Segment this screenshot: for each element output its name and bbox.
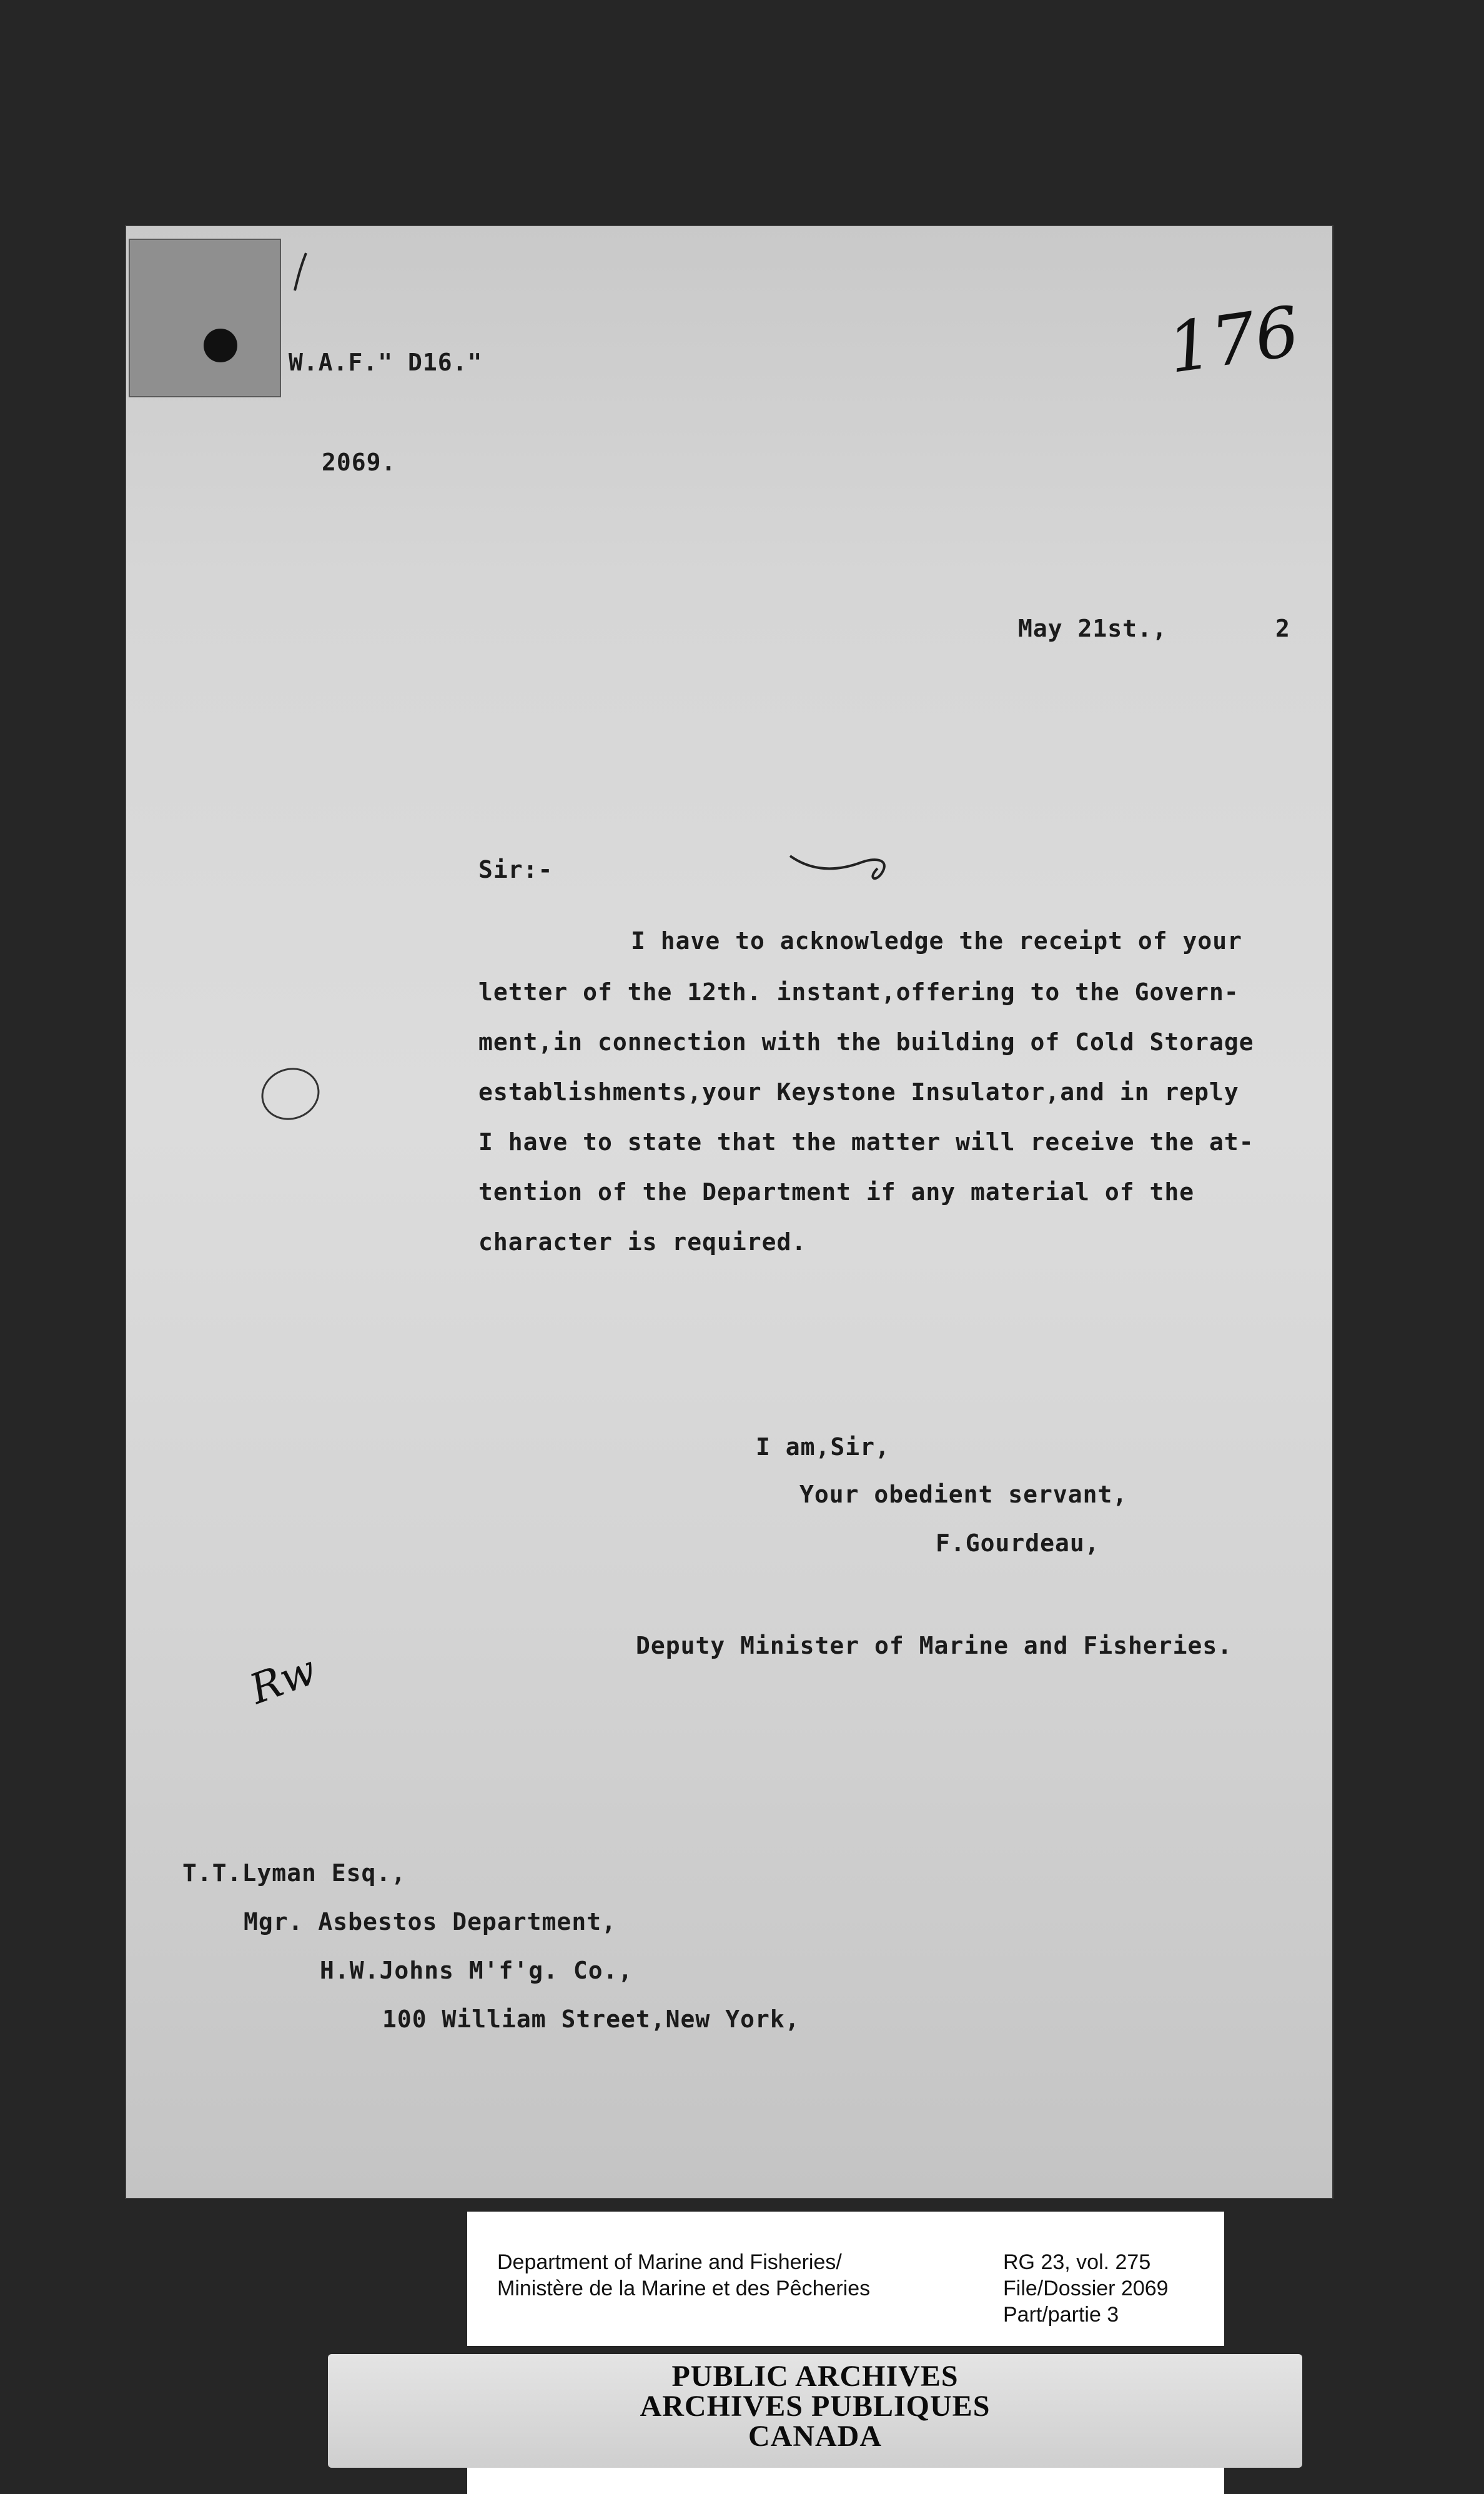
- handwritten-folio-number: 176: [1163, 291, 1304, 389]
- signature-name: F.Gourdeau,: [936, 1529, 1100, 1557]
- body-line-5: I have to state that the matter will receive the at-: [478, 1128, 1254, 1156]
- signatory-title: Deputy Minister of Marine and Fisheries.: [636, 1632, 1233, 1659]
- label-department-en: Department of Marine and Fisheries/: [497, 2250, 842, 2274]
- banner-line-1: PUBLIC ARCHIVES: [671, 2360, 959, 2393]
- reference-code: W.A.F." D16.": [289, 349, 483, 376]
- page-marker: 2: [1275, 615, 1290, 642]
- addressee-line-2: Mgr. Asbestos Department,: [244, 1908, 616, 1935]
- letter-page: [125, 225, 1333, 2199]
- archive-label: [467, 2212, 1224, 2346]
- pencil-tick-mark: [287, 250, 312, 294]
- corner-tab: [129, 239, 281, 397]
- punch-hole: [204, 329, 237, 362]
- handwritten-initials: Rw: [244, 1646, 323, 1714]
- body-line-1: I have to acknowledge the receipt of your: [631, 927, 1242, 955]
- addressee-line-3: H.W.Johns M'f'g. Co.,: [320, 1957, 633, 1984]
- body-line-4: establishments,your Keystone Insulator,and in reply: [478, 1078, 1239, 1106]
- label-file: File/Dossier 2069: [1003, 2277, 1169, 2300]
- salutation: Sir:-: [478, 856, 553, 883]
- archives-banner: [328, 2354, 1302, 2468]
- label-record-group: RG 23, vol. 275: [1003, 2250, 1151, 2274]
- body-line-2: letter of the 12th. instant,offering to the Govern-: [478, 978, 1239, 1006]
- letter-date: May 21st.,: [1018, 615, 1167, 642]
- label-department: [497, 2249, 870, 2302]
- addressee-line-1: T.T.Lyman Esq.,: [182, 1859, 407, 1887]
- label-bottom-strip: [467, 2468, 1224, 2494]
- handwritten-circled-note: [255, 1060, 327, 1127]
- file-number: 2069.: [322, 449, 397, 476]
- body-line-6: tention of the Department if any material of the: [478, 1178, 1195, 1206]
- addressee-line-4: 100 William Street,New York,: [382, 2005, 800, 2033]
- label-department-fr: Ministère de la Marine et des Pêcheries: [497, 2277, 871, 2300]
- closing-line-2: Your obedient servant,: [799, 1481, 1128, 1508]
- label-reference: [1003, 2249, 1169, 2328]
- label-part: Part/partie 3: [1003, 2303, 1119, 2327]
- banner-line-3: CANADA: [748, 2420, 882, 2453]
- banner-line-2: ARCHIVES PUBLIQUES: [640, 2390, 991, 2423]
- pencil-squiggle-mark: [787, 843, 899, 887]
- body-line-3: ment,in connection with the building of Cold Storage: [478, 1028, 1254, 1056]
- closing-line-1: I am,Sir,: [756, 1433, 890, 1461]
- body-line-7: character is required.: [478, 1228, 807, 1256]
